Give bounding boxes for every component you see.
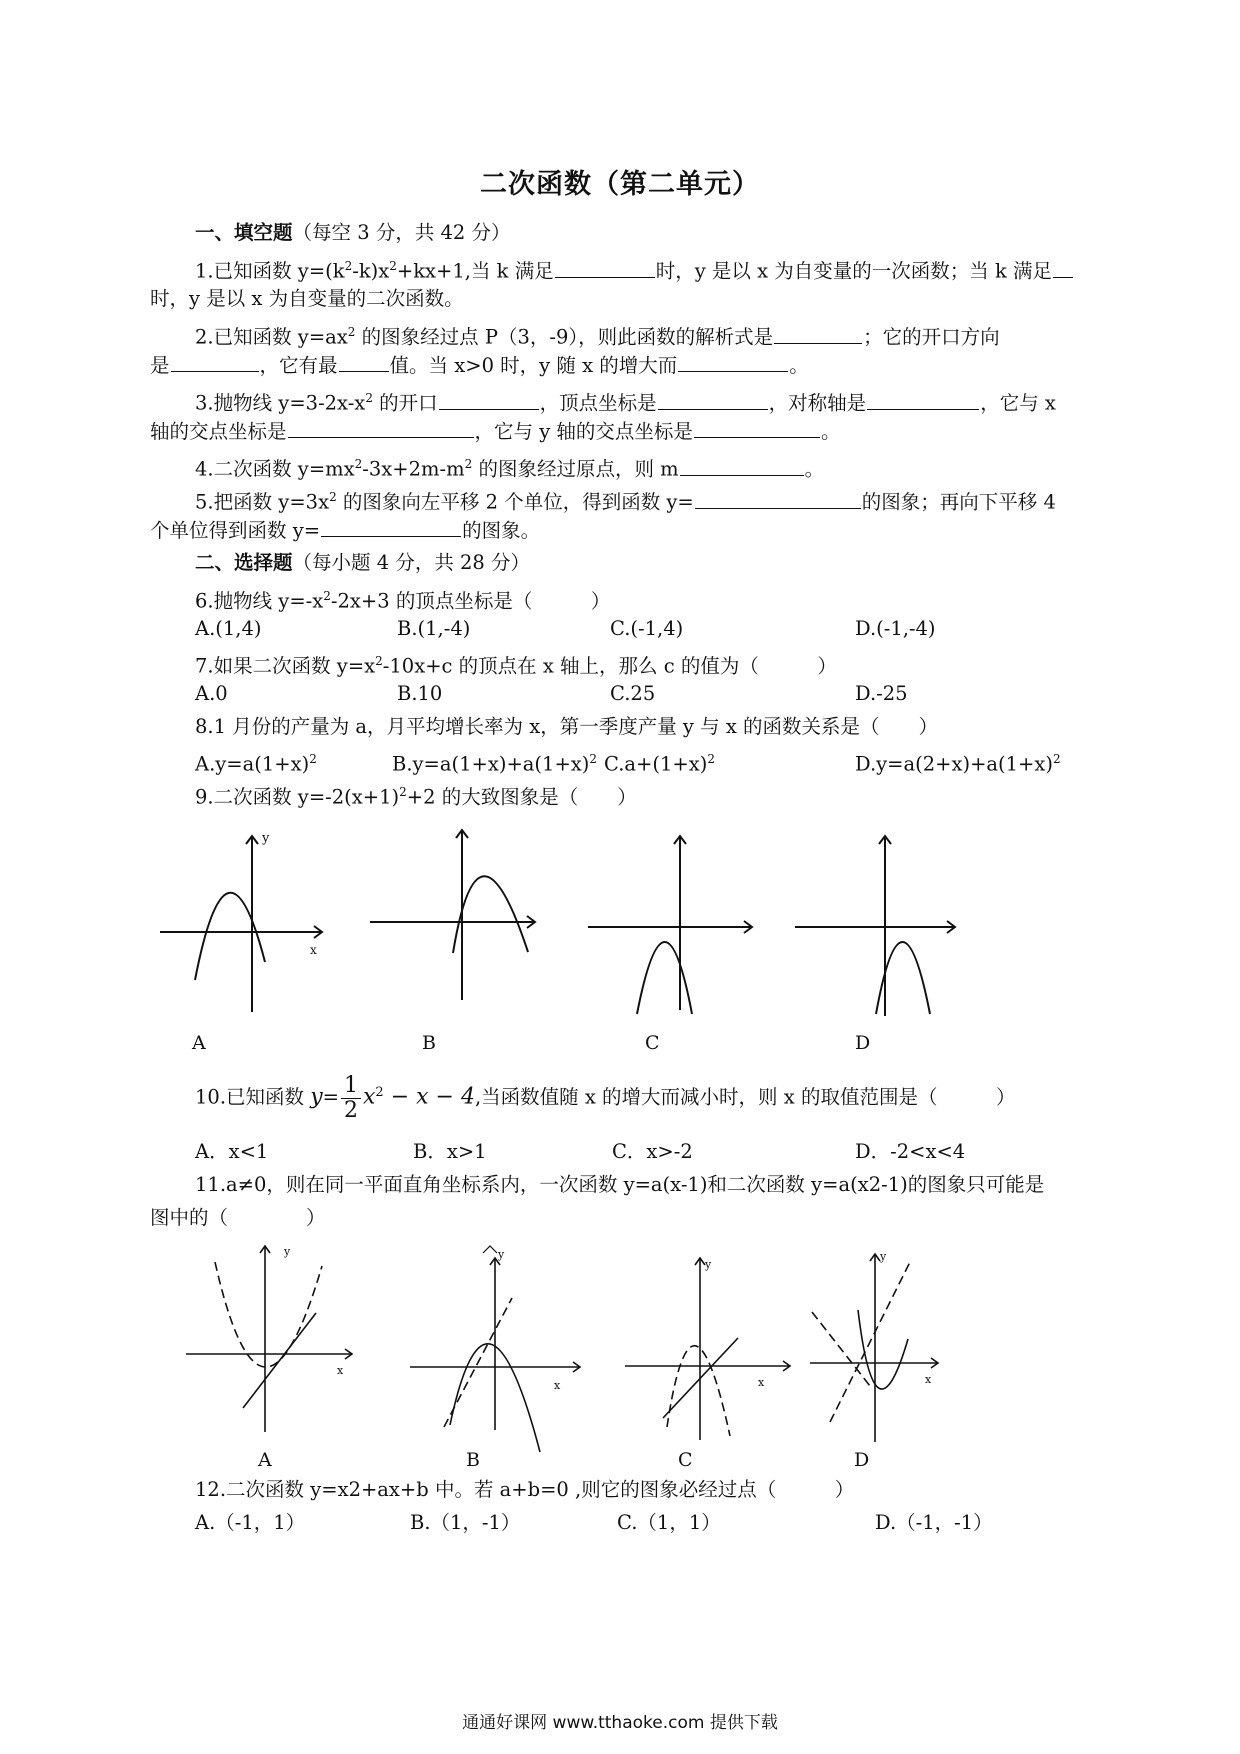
question-9: 9.二次函数 $y=-2(x+1)^2+2$ 的大致图象是（ ） (195, 785, 637, 809)
answer-blank[interactable] (867, 391, 979, 410)
option-a[interactable]: A.（-1，1） (195, 1511, 306, 1534)
option-a[interactable]: A．x<1 (195, 1140, 269, 1163)
axis-y-label: y (705, 1258, 712, 1271)
q9-graph-c (588, 836, 752, 1014)
page-footer: 通通好课网 www.tthaoke.com 提供下载 (462, 1713, 778, 1733)
page-title: 二次函数（第二单元） (480, 169, 760, 200)
answer-blank[interactable] (695, 490, 861, 509)
axis-y-label: y (498, 1248, 505, 1261)
q11-label-b: B (466, 1449, 480, 1471)
question-8: 8.1 月份的产量为 a，月平均增长率为 x，第一季度产量 y 与 x 的函数关系是（ ） (195, 715, 939, 738)
option-b[interactable]: B.(1,-4) (397, 617, 471, 640)
q9-label-c: C (645, 1032, 660, 1054)
question-3-cont: 轴的交点坐标是 ，它与 y 轴的交点坐标是 。 (150, 420, 841, 443)
option-b[interactable]: B.10 (397, 682, 443, 705)
option-b[interactable]: $B.y=a(1+x)+a(1+x)^2$ (392, 752, 598, 776)
question-6: 6.抛物线 $y=-x^2-2x+3$ 的顶点坐标是（ ） (195, 589, 611, 613)
option-c[interactable]: $C.a+(1+x)^2$ (604, 752, 715, 776)
question-2-cont: 是 ，它有最 值。当 x>0 时，y 随 x 的增大而 。 (150, 354, 809, 377)
answer-blank[interactable] (321, 518, 461, 537)
question-10: 10.已知函数 y= $\frac{1}{2}$ $x^2 - x - 4$,当函数值随 x 的增大而减小时，则 x 的取值范围是（ ） (195, 1072, 1016, 1123)
answer-blank[interactable] (339, 353, 389, 372)
axis-x-label: x (337, 1364, 344, 1377)
question-12: 12.二次函数 y=x2+ax+b 中。若 a+b=0 ,则它的图象必经过点（ ） (195, 1478, 855, 1501)
axis-x-label: x (925, 1373, 932, 1386)
option-d[interactable]: D.-25 (855, 682, 908, 705)
axis-x-label: x (758, 1376, 765, 1389)
answer-blank[interactable] (555, 259, 655, 278)
section-1-heading: 一、填空题（每空 3 分，共 42 分） (195, 221, 511, 244)
q11-label-d: D (854, 1449, 870, 1471)
q11-graph-b (410, 1246, 580, 1452)
option-c[interactable]: C．x>-2 (612, 1140, 693, 1163)
option-c[interactable]: C.（1，1） (617, 1511, 721, 1534)
answer-blank[interactable] (694, 419, 820, 438)
question-3: 3.抛物线 $y=3-2x-x^2$ 的开口 ，顶点坐标是 ，对称轴是 ，它与 x (195, 391, 1056, 415)
answer-blank[interactable] (171, 353, 259, 372)
option-c[interactable]: C.(-1,4) (610, 617, 684, 640)
q11-graph-c (625, 1258, 790, 1440)
answer-blank[interactable] (288, 419, 474, 438)
fraction-one-half: $\frac{1}{2}$ (341, 1074, 361, 1123)
axis-x-label: x (554, 1379, 561, 1392)
section-2-heading: 二、选择题（每小题 4 分，共 28 分） (195, 551, 531, 574)
question-5: 5.把函数 $y=3x^2$ 的图象向左平移 2 个单位，得到函数 y= 的图象；再向下平移 4 (195, 490, 1056, 514)
answer-blank[interactable] (439, 391, 539, 410)
option-a[interactable]: A.(1,4) (195, 617, 262, 640)
question-1-cont: 时，y 是以 x 为自变量的二次函数。 (150, 287, 464, 310)
answer-blank[interactable] (774, 325, 862, 344)
option-d[interactable]: D.(-1,-4) (855, 617, 936, 640)
q9-graph-a (160, 836, 322, 1012)
q11-graph-d (810, 1254, 938, 1442)
q9-label-a: A (192, 1032, 206, 1054)
answer-blank[interactable] (678, 353, 788, 372)
question-7: 7.如果二次函数 $y=x^2-10x+c$ 的顶点在 x 轴上，那么 c 的值为（ ） (195, 654, 837, 678)
option-b[interactable]: B.（1，-1） (410, 1511, 521, 1534)
question-11-cont: 图中的（ ） (150, 1206, 326, 1229)
q9-graph-b (370, 830, 535, 1000)
answer-blank[interactable] (1053, 259, 1073, 278)
q9-label-b: B (422, 1032, 436, 1054)
option-d[interactable]: $D.y=a(2+x)+a(1+x)^2$ (855, 752, 1061, 776)
axis-y-label: y (284, 1245, 291, 1258)
option-c[interactable]: C.25 (610, 682, 656, 705)
q11-graph-a (186, 1246, 352, 1432)
answer-blank[interactable] (680, 457, 804, 476)
question-5-cont: 个单位得到函数 y= 的图象。 (150, 519, 541, 542)
option-d[interactable]: D．-2<x<4 (855, 1140, 966, 1163)
option-d[interactable]: D.（-1，-1） (875, 1511, 993, 1534)
option-a[interactable]: A.0 (195, 682, 228, 705)
question-2: 2.已知函数 $y=ax^2$ 的图象经过点 P（3，-9），则此函数的解析式是 ；它的开口方向 (195, 325, 1000, 349)
q9-graph-d (795, 836, 955, 1016)
question-4: 4.二次函数 $y=mx^2-3x+2m-m^2$ 的图象经过原点，则 m 。 (195, 457, 825, 481)
answer-blank[interactable] (658, 391, 768, 410)
axis-y-label: y (262, 831, 270, 846)
q11-label-c: C (678, 1449, 693, 1471)
option-b[interactable]: B．x>1 (413, 1140, 487, 1163)
option-a[interactable]: $A.y=a(1+x)^2$ (195, 752, 317, 776)
q11-label-a: A (258, 1449, 272, 1471)
question-1: 1.已知函数 $y=(k^2-k)x^2+kx+1$,当 k 满足 时，y 是以 x 为自变量的一次函数；当 k 满足 (195, 254, 1074, 284)
axis-y-label: y (880, 1250, 887, 1263)
question-11: 11.a≠0，则在同一平面直角坐标系内，一次函数 y=a(x-1)和二次函数 y=a(x2-1)的图象只可能是 (195, 1173, 1045, 1196)
axis-x-label: x (310, 943, 317, 957)
q9-label-d: D (855, 1032, 871, 1054)
